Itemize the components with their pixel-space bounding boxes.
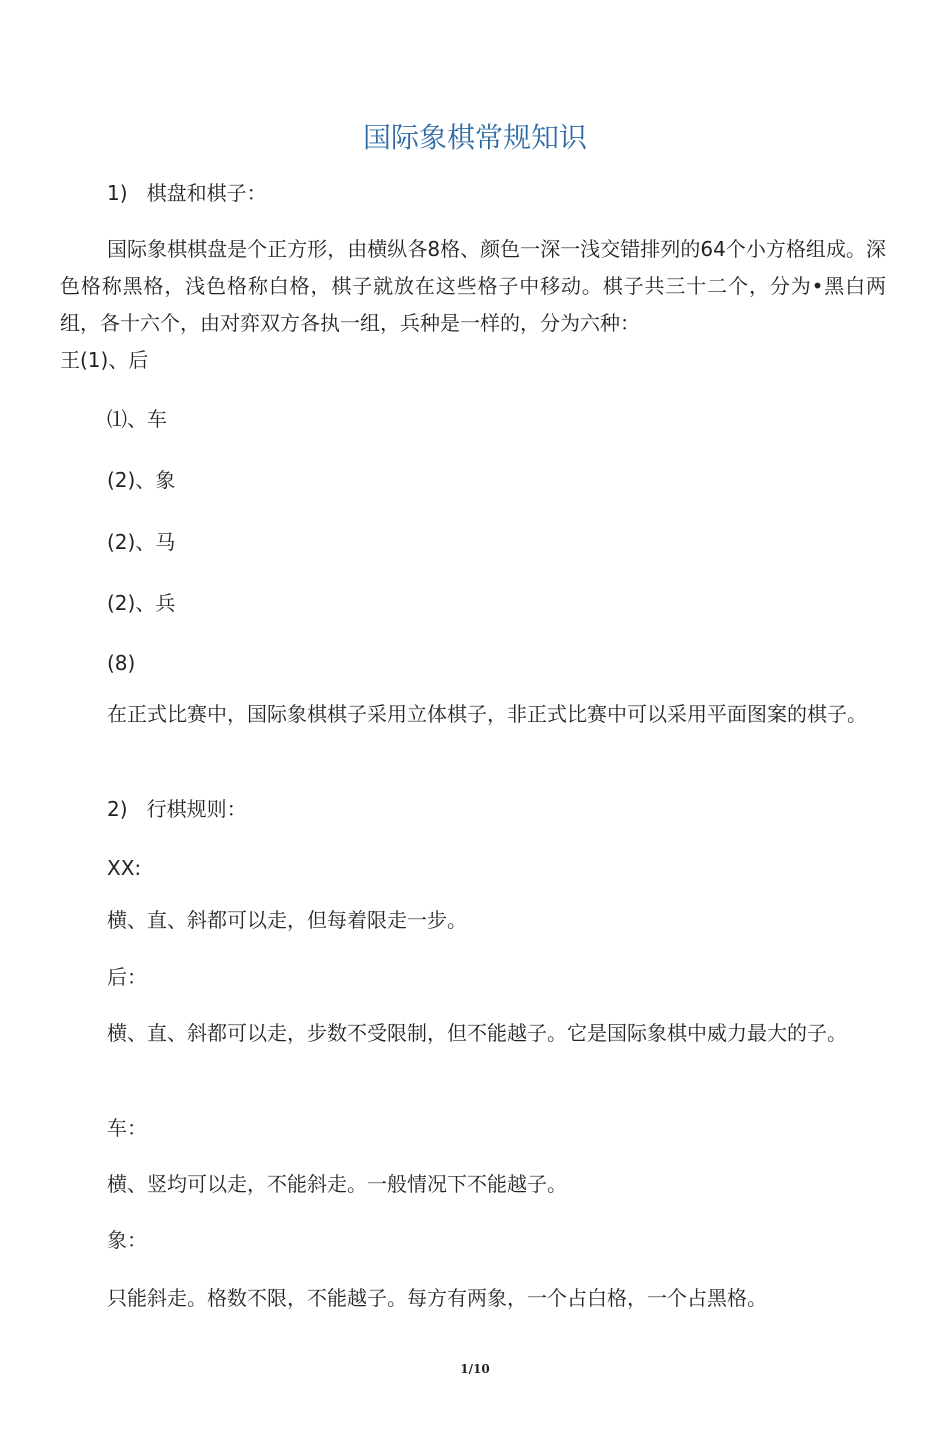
king-rule: 横、直、斜都可以走，但每着限走一步。 [107, 908, 467, 932]
piece-item-bishop: (2)、象 [107, 468, 176, 492]
section-2-heading: 2) 行棋规则： [107, 797, 247, 821]
queen-label: 后： [107, 965, 147, 989]
bishop-label: 象： [107, 1228, 147, 1252]
section-1-heading: 1) 棋盘和棋子： [107, 181, 267, 205]
rook-label: 车： [107, 1116, 147, 1140]
board-description-tail: 王(1)、后 [60, 348, 149, 372]
page-number: 1/10 [460, 1362, 490, 1376]
board-description: 国际象棋棋盘是个正方形，由横纵各8格、颜色一深一浅交错排列的64个小方格组成。深色格称黑格，浅色格称白格，棋子就放在这些格子中移动。棋子共三十二个，分为•黑白两组，各十六个，由对弈双方各执一组，兵种是一样的，分为六种： [60, 237, 886, 335]
piece-item-pawn-count: (8) [107, 651, 136, 675]
piece-item-rook: ⑴、车 [107, 407, 167, 431]
section-1-paragraph-1 [60, 231, 886, 379]
piece-item-pawn: (2)、兵 [107, 591, 176, 615]
rook-rule: 横、竖均可以走，不能斜走。一般情况下不能越子。 [107, 1172, 567, 1196]
section-1-paragraph-2: 在正式比赛中，国际象棋棋子采用立体棋子，非正式比赛中可以采用平面图案的棋子。 [107, 702, 867, 726]
king-label: XX: [107, 856, 142, 880]
page-title: 国际象棋常规知识 [362, 121, 587, 154]
bishop-rule: 只能斜走。格数不限，不能越子。每方有两象，一个占白格，一个占黑格。 [107, 1286, 767, 1310]
piece-item-knight: (2)、马 [107, 530, 176, 554]
queen-rule: 横、直、斜都可以走，步数不受限制，但不能越子。它是国际象棋中威力最大的子。 [107, 1021, 847, 1045]
